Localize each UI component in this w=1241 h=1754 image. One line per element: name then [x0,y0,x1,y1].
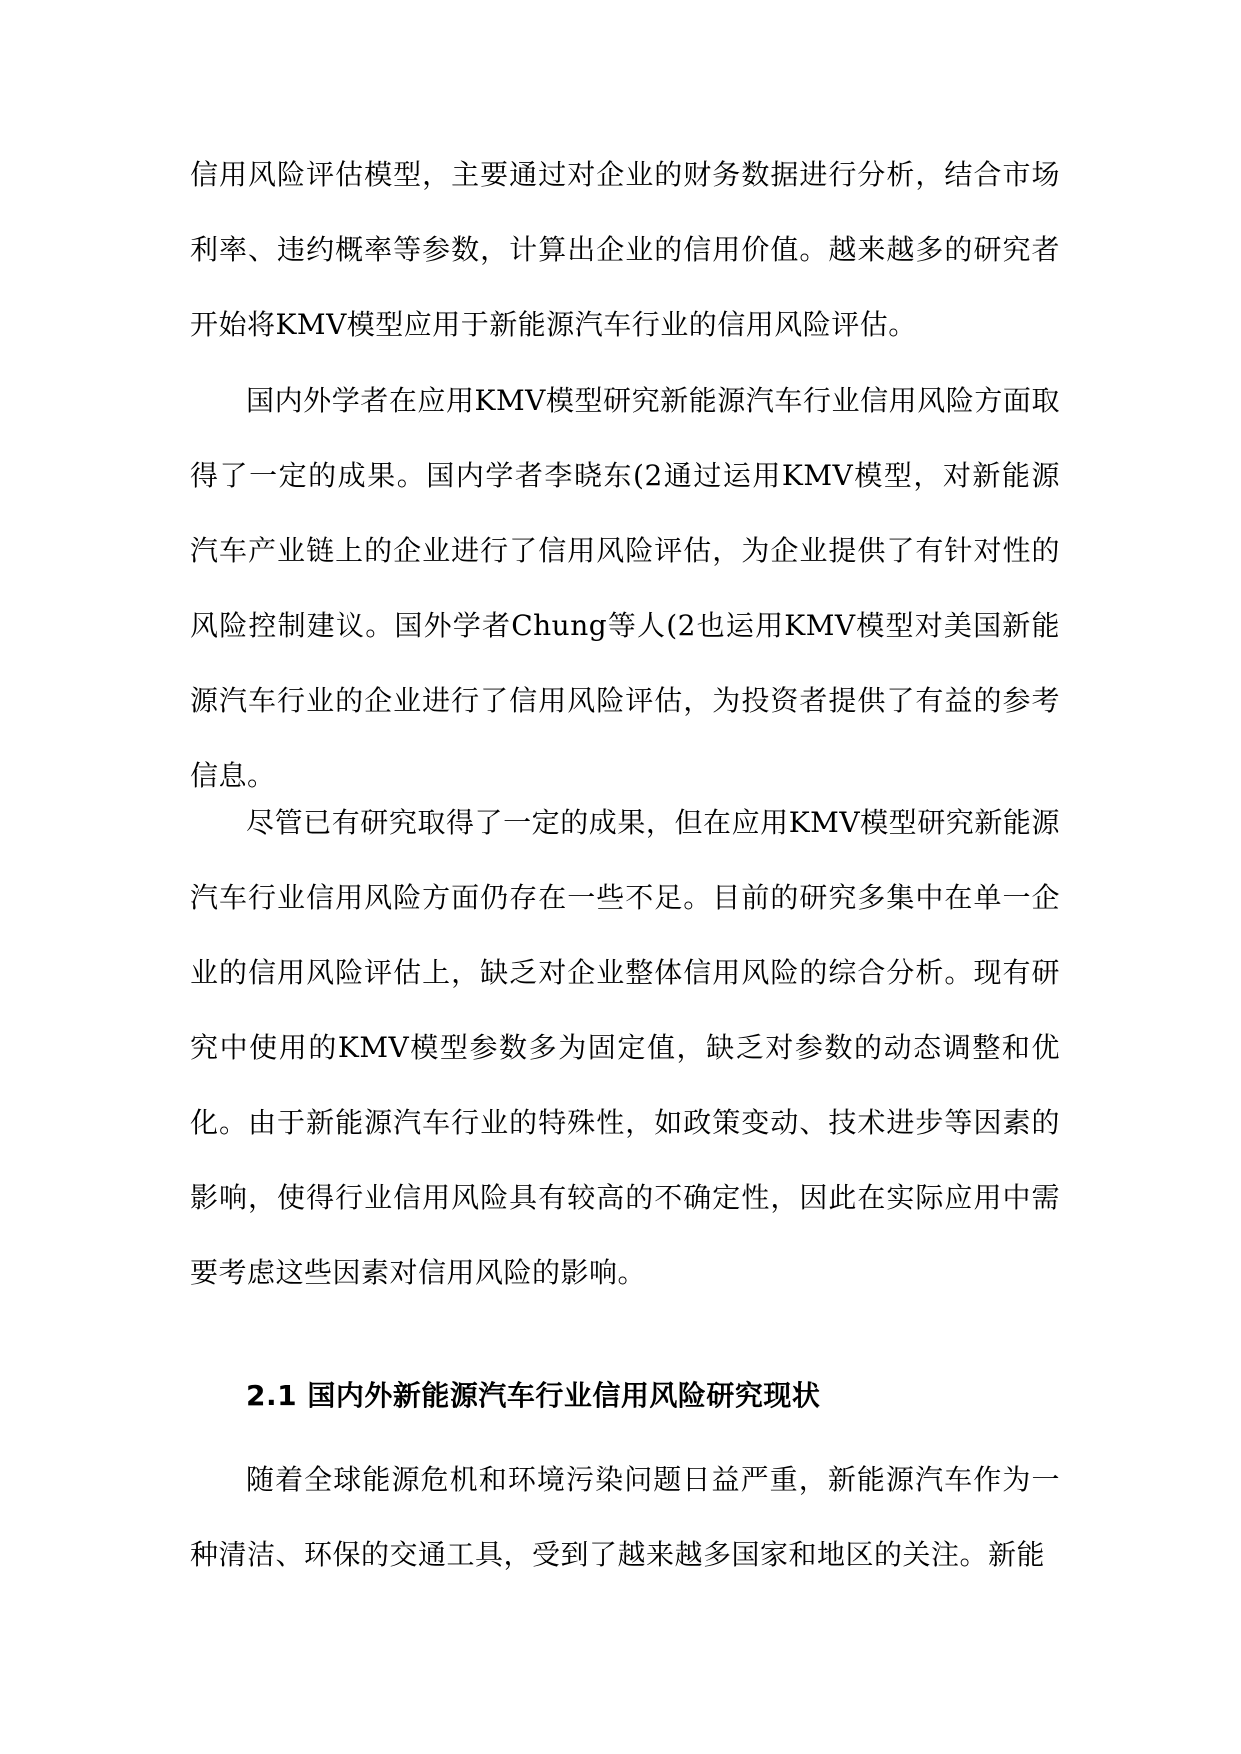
section-paragraph [190,1442,1060,1592]
paragraph-research-limitations [190,785,1060,1310]
paragraph-text: 随着全球能源危机和环境污染问题日益严重，新能源汽车作为一种清洁、环保的交通工具，受到了越来越多国家和地区的关注。新能 [190,1463,1060,1571]
paragraph-text: 信用风险评估模型，主要通过对企业的财务数据进行分析，结合市场利率、违约概率等参数，计算出企业的信用价值。越来越多的研究者开始将KMV模型应用于新能源汽车行业的信用风险评估。 [190,158,1060,341]
paragraph-continued [190,137,1060,362]
paragraph-text: 尽管已有研究取得了一定的成果，但在应用KMV模型研究新能源汽车行业信用风险方面仍存在一些不足。目前的研究多集中在单一企业的信用风险评估上，缺乏对企业整体信用风险的综合分析。现有研究中使用的KMV模型参数多为固定值，缺乏对参数的动态调整和优化。由于新能源汽车行业的特殊性，如政策变动、技术进步等因素的影响，使得行业信用风险具有较高的不确定性，因此在实际应用中需要考虑这些因素对信用风险的影响。 [190,806,1060,1289]
section-heading: 2.1 国内外新能源汽车行业信用风险研究现状 [246,1379,821,1412]
paragraph-domestic-foreign-research [190,363,1060,813]
paragraph-text: 国内外学者在应用KMV模型研究新能源汽车行业信用风险方面取得了一定的成果。国内学者李晓东(2通过运用KMV模型，对新能源汽车产业链上的企业进行了信用风险评估，为企业提供了有针对性的风险控制建议。国外学者Chung等人(2也运用KMV模型对美国新能源汽车行业的企业进行了信用风险评估，为投资者提供了有益的参考信息。 [190,384,1060,792]
